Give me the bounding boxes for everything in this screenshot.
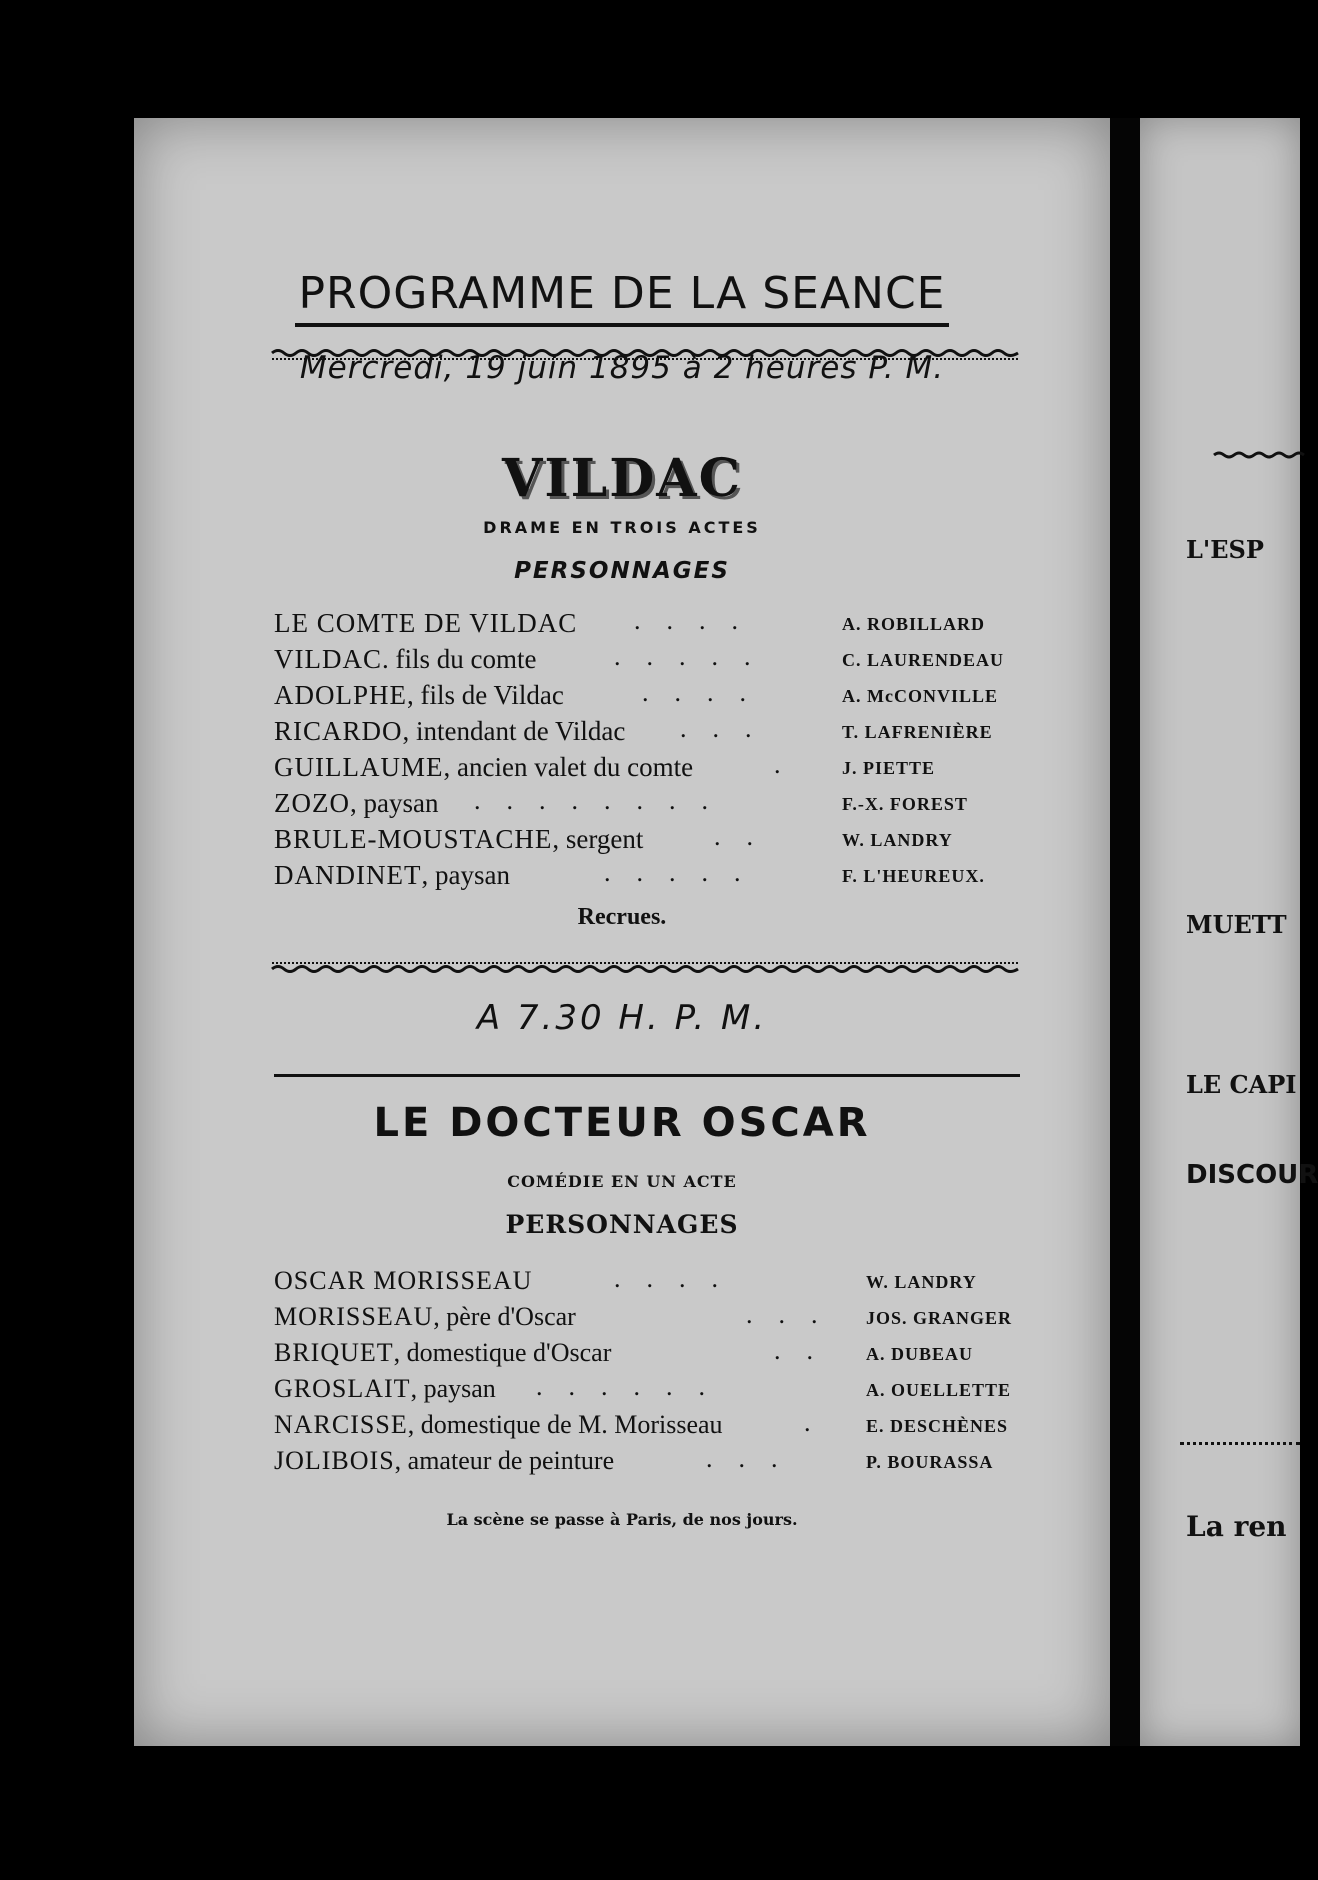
role-name: DANDINET — [274, 860, 422, 890]
leader-dots: ... — [706, 1444, 804, 1473]
role-desc: , intendant de Vildac — [402, 716, 626, 746]
adjacent-page-text: La ren — [1186, 1510, 1287, 1543]
cast-row — [274, 1446, 1034, 1482]
role-name: RICARDO — [274, 716, 403, 746]
cast-row — [274, 1266, 1034, 1302]
role-name: BRIQUET — [274, 1338, 394, 1367]
play1-personnages-label: PERSONNAGES — [514, 558, 730, 584]
actor-name: A. DUBEAU — [866, 1344, 974, 1364]
role-desc: , sergent — [552, 824, 644, 854]
role-name: MORISSEAU — [274, 1302, 434, 1331]
actor-name: W. LANDRY — [842, 830, 953, 850]
cast-row — [274, 1338, 1034, 1374]
cast-row — [274, 1374, 1034, 1410]
divider-rule — [274, 1074, 1020, 1077]
actor-name: A. OUELLETTE — [866, 1380, 1012, 1400]
leader-dots: ...... — [536, 1372, 731, 1401]
adjacent-dotted-divider — [1180, 1442, 1300, 1453]
cast-row — [274, 644, 1034, 680]
role-name: ZOZO — [274, 788, 350, 818]
leader-dots: . — [804, 1408, 837, 1437]
role-name: NARCISSE — [274, 1410, 408, 1439]
cast-row — [274, 680, 1034, 716]
role-desc: , paysan — [349, 788, 439, 818]
leader-dots: ... — [746, 1300, 844, 1329]
page-gutter — [1110, 118, 1140, 1746]
actor-name: P. BOURASSA — [866, 1452, 994, 1472]
wavy-divider-top — [272, 348, 1018, 362]
leader-dots: ........ — [474, 786, 734, 815]
role-desc: , domestique d'Oscar — [393, 1338, 612, 1367]
role-desc: . fils du comte — [382, 644, 537, 674]
adjacent-page-text: LE CAPI — [1186, 1070, 1297, 1099]
evening-time: A 7.30 H. P. M. — [476, 998, 768, 1038]
adjacent-page-text: MUETT — [1186, 910, 1287, 939]
adjacent-page-text: DISCOUR — [1186, 1160, 1318, 1190]
program-title: PROGRAMME DE LA SEANCE — [134, 268, 1110, 327]
role-desc: , fils de Vildac — [407, 680, 564, 710]
cast-row — [274, 1302, 1034, 1338]
leader-dots: .... — [634, 606, 764, 635]
actor-name: F. L'HEUREUX. — [842, 866, 985, 886]
actor-name: T. LAFRENIÈRE — [842, 722, 993, 742]
actor-name: F.-X. FOREST — [842, 794, 968, 814]
play2-personnages-label: PERSONNAGES — [505, 1210, 739, 1239]
play1-subtitle: DRAME EN TROIS ACTES — [483, 518, 761, 537]
role-name: OSCAR MORISSEAU — [274, 1266, 533, 1295]
cast-row — [274, 608, 1034, 644]
play1-title: VILDAC — [501, 448, 743, 509]
role-name: VILDAC — [274, 644, 382, 674]
role-desc: , paysan — [421, 860, 510, 890]
role-desc: , paysan — [410, 1374, 496, 1403]
play2-subtitle: COMÉDIE EN UN ACTE — [507, 1172, 737, 1191]
leader-dots: . — [774, 750, 807, 779]
leader-dots: ..... — [604, 858, 767, 887]
cast-row — [274, 716, 1034, 752]
cast-row — [274, 860, 1034, 896]
leader-dots: .... — [642, 678, 772, 707]
role-desc: , domestique de M. Morisseau — [407, 1410, 723, 1439]
cast-row — [274, 1410, 1034, 1446]
role-desc: , amateur de peinture — [394, 1446, 615, 1475]
actor-name: JOS. GRANGER — [866, 1308, 1013, 1328]
play2-footer: La scène se passe à Paris, de nos jours. — [446, 1510, 798, 1529]
cast-row — [274, 788, 1034, 824]
role-desc: , ancien valet du comte — [443, 752, 694, 782]
actor-name: C. LAURENDEAU — [842, 650, 1005, 670]
leader-dots: .... — [614, 1264, 744, 1293]
leader-dots: ..... — [614, 642, 777, 671]
role-name: JOLIBOIS — [274, 1446, 395, 1475]
actor-name: W. LANDRY — [866, 1272, 977, 1292]
play1-extra: Recrues. — [577, 904, 667, 930]
program-date: Mercredi, 19 juin 1895 à 2 heures P. M. — [299, 350, 945, 386]
adjacent-wavy-divider — [1214, 448, 1304, 458]
wavy-divider-middle — [272, 960, 1018, 974]
actor-name: A. McCONVILLE — [842, 686, 998, 706]
role-name: LE COMTE DE VILDAC — [274, 608, 578, 638]
actor-name: A. ROBILLARD — [842, 614, 986, 634]
role-name: GROSLAIT — [274, 1374, 411, 1403]
actor-name: E. DESCHÈNES — [866, 1416, 1009, 1436]
program-page — [134, 118, 1110, 1746]
leader-dots: ... — [680, 714, 778, 743]
role-desc: , père d'Oscar — [433, 1302, 576, 1331]
leader-dots: .. — [774, 1336, 839, 1365]
play2-title: LE DOCTEUR OSCAR — [373, 1100, 871, 1146]
cast-row — [274, 752, 1034, 788]
adjacent-page-text: L'ESP — [1186, 535, 1264, 564]
actor-name: J. PIETTE — [842, 758, 936, 778]
role-name: BRULE-MOUSTACHE — [274, 824, 553, 854]
leader-dots: .. — [714, 822, 779, 851]
cast-row — [274, 824, 1034, 860]
role-name: GUILLAUME — [274, 752, 444, 782]
role-name: ADOLPHE — [274, 680, 407, 710]
